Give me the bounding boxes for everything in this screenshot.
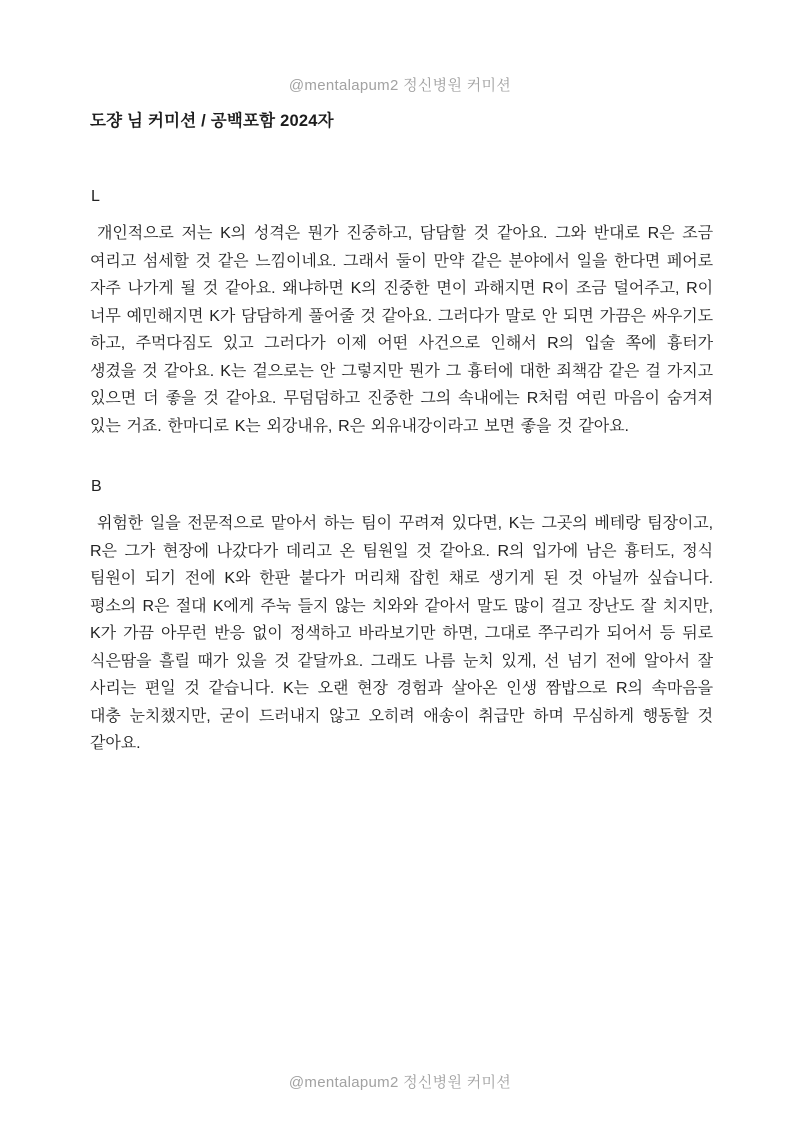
section-heading-l: L xyxy=(91,188,100,205)
footer-watermark: @mentalapum2 정신병원 커미션 xyxy=(288,1074,512,1091)
section-paragraph-l: 개인적으로 저는 K의 성격은 뭔가 진중하고, 담담할 것 같아요. 그와 반대로 R은 조금 여리고 섬세할 것 같은 느낌이네요. 그래서 둘이 만약 같은 분야에서 일을 한다면 페어로 자주 나가게 될 것 같아요. 왜냐하면 K의 진중한 면이 과해지면 R이 조금 덜어주고, R이 너무 예민해지면 K가 담담하게 풀어줄 것 같아요. 그러다가 말로 안 되면 가끔은 싸우기도 하고, 주먹다짐도 있고 그러다가 이제 어떤 사건으로 인해서 R의 입술 쪽에 흉터가 생겼을 것 같아요. K는 겉으로는 안 그렇지만 뭔가 그 흉터에 대한 죄책감 같은 걸 가지고 있으면 더 좋을 것 같아요. 무덤덤하고 진중한 그의 속내에는 R처럼 여린 마음이 숨겨져 있는 거죠. 한마디로 K는 외강내유, R은 외유내강이라고 보면 좋을 것 같아요. xyxy=(90,225,713,435)
section-heading-b: B xyxy=(91,478,102,495)
header-watermark: @mentalapum2 정신병원 커미션 xyxy=(288,77,512,94)
page-title: 도쟝 님 커미션 / 공백포함 2024자 xyxy=(90,112,334,130)
section-paragraph-b: 위험한 일을 전문적으로 맡아서 하는 팀이 꾸려져 있다면, K는 그곳의 베테랑 팀장이고, R은 그가 현장에 나갔다가 데리고 온 팀원일 것 같아요. R의 입가에 남은 흉터도, 정식 팀원이 되기 전에 K와 한판 붙다가 머리채 잡힌 채로 생기게 된 것 아닐까 싶습니다. 평소의 R은 절대 K에게 주눅 들지 않는 치와와 같아서 말도 많이 걸고 장난도 잘 치지만, K가 가끔 아무런 반응 없이 정색하고 바라보기만 하면, 그대로 쭈구리가 되어서 등 뒤로 식은땀을 흘릴 때가 있을 것 같달까요. 그래도 나름 눈치 있게, 선 넘기 전에 알아서 잘 사리는 편일 것 같습니다. K는 오랜 현장 경험과 살아온 인생 짬밥으로 R의 속마음을 대충 눈치챘지만, 굳이 드러내지 않고 오히려 애송이 취급만 하며 무심하게 행동할 것 같아요. xyxy=(90,515,713,752)
